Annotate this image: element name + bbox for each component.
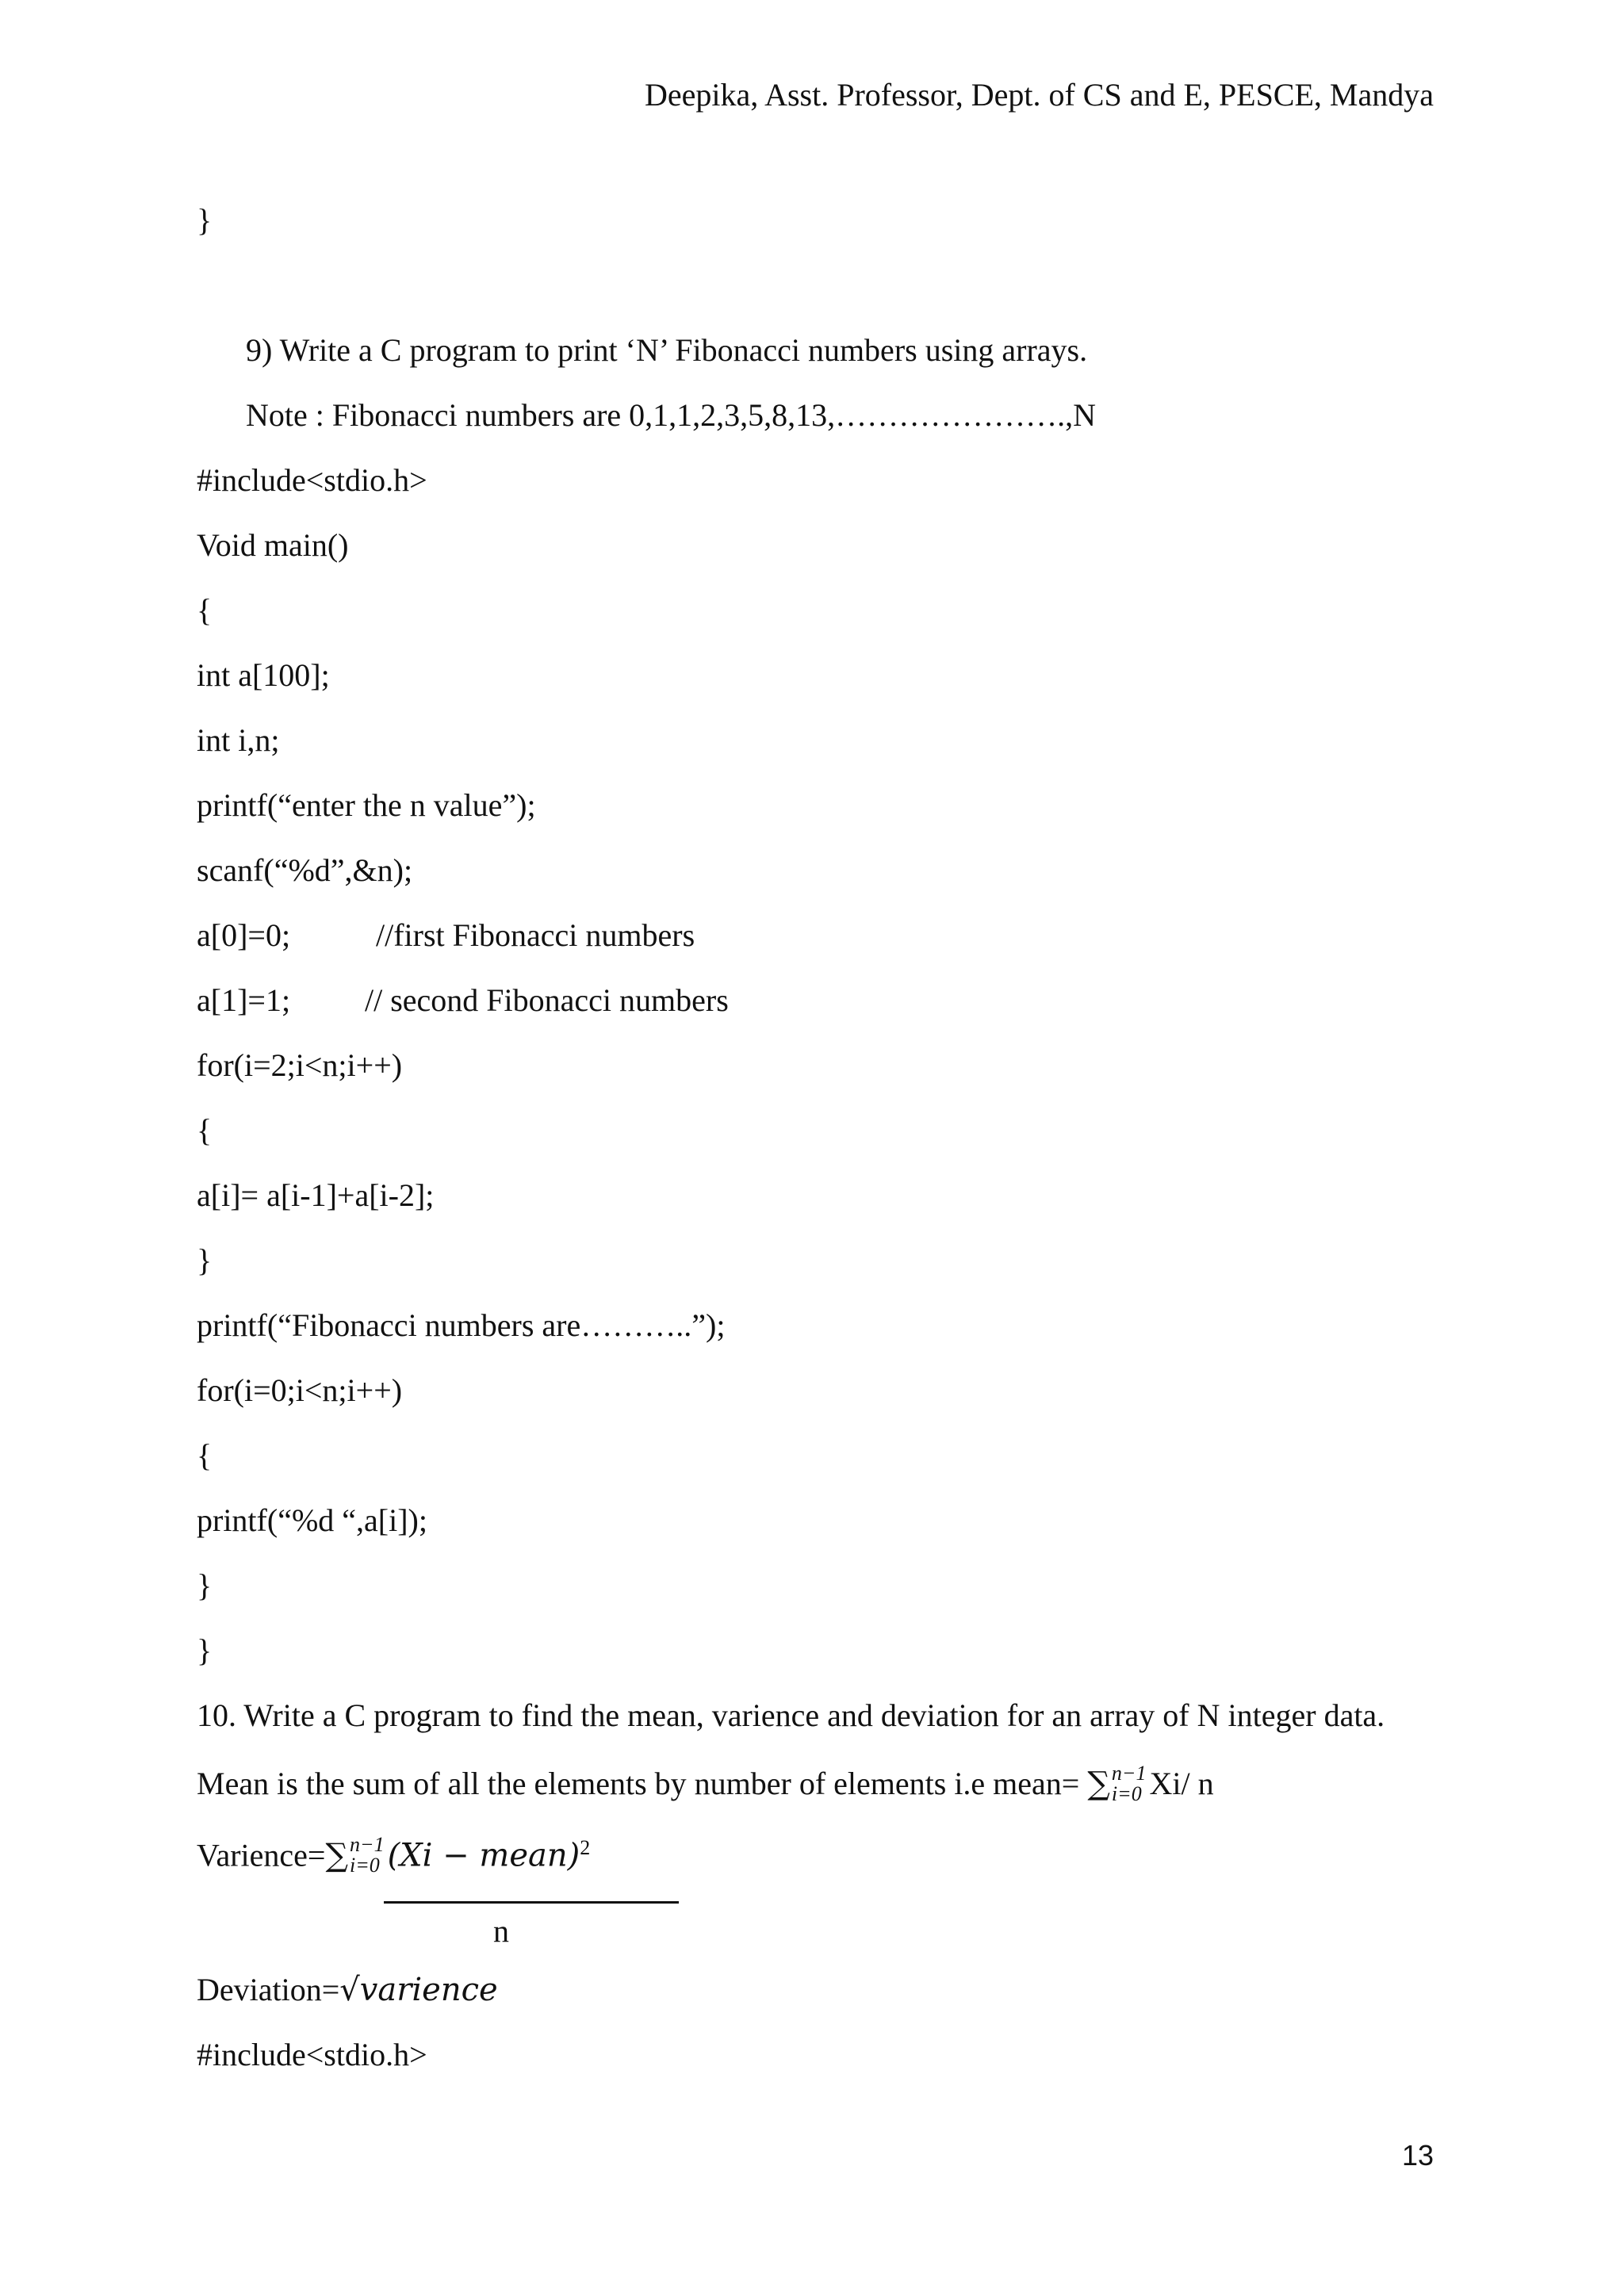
sum-lower-limit: i=0 — [350, 1854, 380, 1877]
code-text: a[0]=0; — [197, 917, 291, 953]
question-10-title: 10. Write a C program to find the mean, varience and deviation for an array of N integer data. — [197, 1697, 1385, 1733]
page-header: Deepika, Asst. Professor, Dept. of CS and E, PESCE, Mandya — [645, 77, 1434, 113]
deviation-label: Deviation= — [197, 1972, 340, 2007]
code-line: } — [197, 202, 213, 238]
code-comment: //first Fibonacci numbers — [376, 917, 695, 953]
code-line: printf(“enter the n value”); — [197, 787, 536, 823]
deviation-formula — [197, 1974, 498, 2006]
question-9-title: 9) Write a C program to print ‘N’ Fibonacci numbers using arrays. — [246, 332, 1088, 368]
code-line: #include<stdio.h> — [197, 462, 427, 498]
variance-label: Varience= — [197, 1837, 326, 1873]
variance-formula — [197, 1833, 591, 1879]
fraction-bar — [384, 1901, 679, 1904]
code-line: } — [197, 1567, 213, 1603]
code-line: printf(“%d “,a[i]); — [197, 1502, 427, 1538]
code-line — [197, 917, 695, 953]
variance-exponent: 2 — [580, 1836, 591, 1859]
mean-text: Mean is the sum of all the elements by number of elements i.e mean= — [197, 1766, 1080, 1802]
code-line: a[i]= a[i-1]+a[i-2]; — [197, 1177, 435, 1213]
sum-lower-limit: i=0 — [1111, 1782, 1142, 1805]
code-line: { — [197, 592, 213, 628]
mean-tail: Xi/ n — [1149, 1766, 1214, 1802]
code-line: scanf(“%d”,&n); — [197, 852, 413, 888]
sigma-symbol: ∑ — [325, 1837, 349, 1874]
code-line: printf(“Fibonacci numbers are………..”); — [197, 1307, 726, 1343]
code-line: int a[100]; — [197, 657, 330, 693]
code-line: for(i=2;i<n;i++) — [197, 1047, 403, 1083]
code-line: { — [197, 1112, 213, 1148]
code-line: } — [197, 1242, 213, 1278]
variance-expression: (Xi − mean) — [387, 1837, 580, 1874]
deviation-expression: √varience — [339, 1972, 498, 2008]
sum-limits — [1112, 1763, 1147, 1804]
code-line: Void main() — [197, 527, 349, 563]
code-line: } — [197, 1632, 213, 1668]
code-line: int i,n; — [197, 722, 280, 758]
code-comment: // second Fibonacci numbers — [365, 982, 729, 1018]
code-text: a[1]=1; — [197, 982, 291, 1018]
code-line — [197, 982, 729, 1018]
question-9-note: Note : Fibonacci numbers are 0,1,1,2,3,5,8,13,………………….,N — [246, 397, 1097, 433]
code-line: for(i=0;i<n;i++) — [197, 1372, 403, 1408]
sum-limits — [350, 1835, 385, 1876]
page-number: 13 — [1401, 2139, 1434, 2172]
sum-upper-limit: n−1 — [1111, 1762, 1147, 1785]
sum-upper-limit: n−1 — [350, 1833, 385, 1857]
code-line: { — [197, 1437, 213, 1473]
variance-denominator: n — [493, 1913, 509, 1949]
mean-formula — [197, 1762, 1214, 1808]
sigma-symbol: ∑ — [1087, 1766, 1110, 1803]
code-line: #include<stdio.h> — [197, 2037, 427, 2072]
